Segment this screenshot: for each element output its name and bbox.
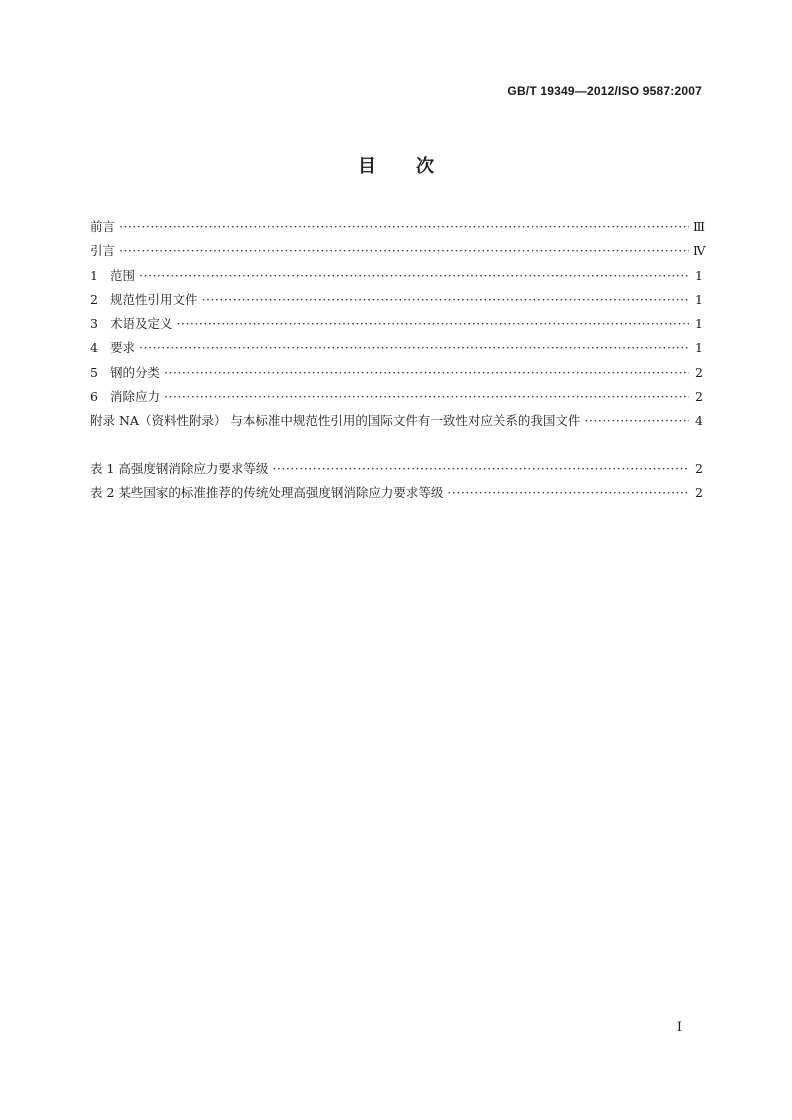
dot-leader <box>177 312 689 336</box>
toc-entry-page: 2 <box>695 389 703 405</box>
toc-entry-steel-classification[interactable] <box>90 361 703 385</box>
standard-code: GB/T 19349—2012/ISO 9587:2007 <box>507 84 702 98</box>
toc-entry-scope[interactable] <box>90 264 703 288</box>
dot-leader <box>139 264 689 288</box>
table-entry-1[interactable] <box>90 457 703 481</box>
table-list <box>90 457 703 506</box>
toc-entry-label: 消除应力 <box>110 389 161 405</box>
toc-entry-page: 4 <box>695 413 703 429</box>
table-entry-2[interactable] <box>90 481 703 505</box>
toc-entry-label: 范围 <box>110 267 136 283</box>
toc-entry-number: 5 <box>90 364 98 380</box>
dot-leader <box>272 457 689 481</box>
toc-entry-page: 1 <box>695 340 703 356</box>
toc-entry-label: 要求 <box>110 340 136 356</box>
toc-entry-number: 2 <box>90 291 98 307</box>
table-entry-page: 2 <box>695 485 703 501</box>
toc-entry-introduction[interactable] <box>90 239 706 263</box>
dot-leader <box>584 409 689 433</box>
toc-entry-label: 引言 <box>90 243 116 259</box>
toc-entry-page: Ⅳ <box>693 243 706 259</box>
dot-leader <box>119 239 689 263</box>
toc-entry-label: 术语及定义 <box>110 316 173 332</box>
toc-entry-label: 附录 NA（资料性附录） 与本标准中规范性引用的国际文件有一致性对应关系的我国文件 <box>90 413 581 429</box>
toc-list <box>90 215 706 434</box>
toc-entry-page: 1 <box>695 267 703 283</box>
toc-entry-stress-relief[interactable] <box>90 385 703 409</box>
toc-entry-page: 1 <box>695 291 703 307</box>
toc-entry-annex-na[interactable] <box>90 409 703 433</box>
toc-entry-foreword[interactable] <box>90 215 706 239</box>
dot-leader <box>164 385 689 409</box>
toc-entry-number: 6 <box>90 389 98 405</box>
table-entry-label: 表 1 高强度钢消除应力要求等级 <box>90 461 269 476</box>
table-entry-page: 2 <box>695 461 703 476</box>
toc-entry-requirements[interactable] <box>90 336 703 360</box>
toc-entry-label: 钢的分类 <box>110 364 161 380</box>
table-entry-label: 表 2 某些国家的标准推荐的传统处理高强度钢消除应力要求等级 <box>90 485 444 501</box>
toc-entry-normative-references[interactable] <box>90 288 703 312</box>
dot-leader <box>447 481 689 505</box>
toc-entry-page: 1 <box>695 316 703 332</box>
toc-entry-label: 前言 <box>90 219 116 234</box>
page-number: I <box>676 1020 682 1035</box>
dot-leader <box>139 336 689 360</box>
toc-entry-label: 规范性引用文件 <box>110 291 198 307</box>
toc-entry-page: Ⅲ <box>693 219 706 234</box>
page-title: 目次 <box>358 156 474 177</box>
dot-leader <box>164 361 689 385</box>
dot-leader <box>119 215 689 239</box>
toc-entry-number: 3 <box>90 316 98 332</box>
dot-leader <box>202 288 689 312</box>
toc-entry-number: 4 <box>90 340 98 356</box>
toc-entry-page: 2 <box>695 364 703 380</box>
toc-entry-number: 1 <box>90 267 98 283</box>
toc-entry-terms-definitions[interactable] <box>90 312 703 336</box>
